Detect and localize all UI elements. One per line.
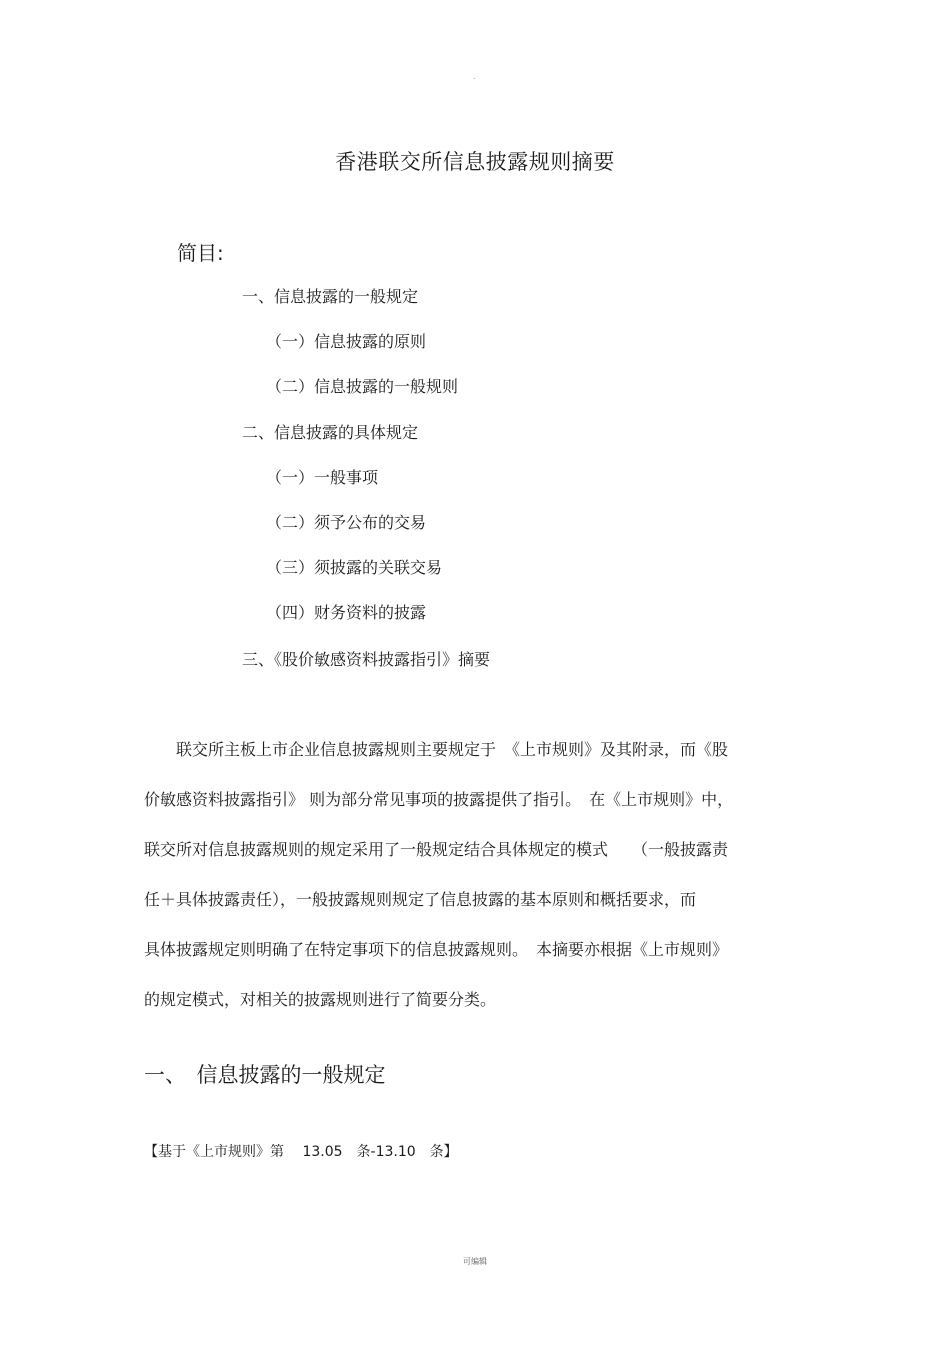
page-footer: 可编辑: [463, 1257, 487, 1266]
intro-line: 任＋具体披露责任），一般披露规则规定了信息披露的基本原则和概括要求，而: [144, 890, 697, 909]
toc-item-guide-summary: 三、《股价敏感资料披露指引》摘要: [242, 650, 491, 669]
toc-item-financial-disclosure: （四）财务资料的披露: [266, 603, 427, 622]
page-marker: .: [473, 72, 476, 81]
intro-line: 联交所对信息披露规则的规定采用了一般规定结合具体规定的模式 （一般披露责: [144, 840, 729, 859]
rule-reference: 【基于《上市规则》第 13.05 条-13.10 条】: [144, 1144, 458, 1160]
toc-item-connected-transactions: （三）须披露的关联交易: [266, 558, 443, 577]
toc-item-notifiable-transactions: （二）须予公布的交易: [266, 513, 427, 532]
intro-line: 的规定模式，对相关的披露规则进行了简要分类。: [144, 990, 497, 1009]
intro-line: 联交所主板上市企业信息披露规则主要规定于 《上市规则》及其附录，而《股: [144, 740, 729, 759]
section-heading: 一、 信息披露的一般规定: [144, 1063, 386, 1087]
toc-item-general-provisions: 一、信息披露的一般规定: [242, 287, 419, 306]
toc-item-general-rules: （二）信息披露的一般规则: [266, 377, 459, 396]
toc-item-principles: （一）信息披露的原则: [266, 332, 427, 351]
intro-line: 价敏感资料披露指引》 则为部分常见事项的披露提供了指引。 在《上市规则》中，: [144, 790, 734, 809]
document-title: 香港联交所信息披露规则摘要: [335, 150, 615, 174]
toc-item-general-matters: （一）一般事项: [266, 468, 379, 487]
toc-heading: 简目:: [177, 241, 224, 265]
intro-line: 具体披露规定则明确了在特定事项下的信息披露规则。 本摘要亦根据《上市规则》: [144, 940, 729, 959]
toc-item-specific-provisions: 二、信息披露的具体规定: [242, 423, 419, 442]
